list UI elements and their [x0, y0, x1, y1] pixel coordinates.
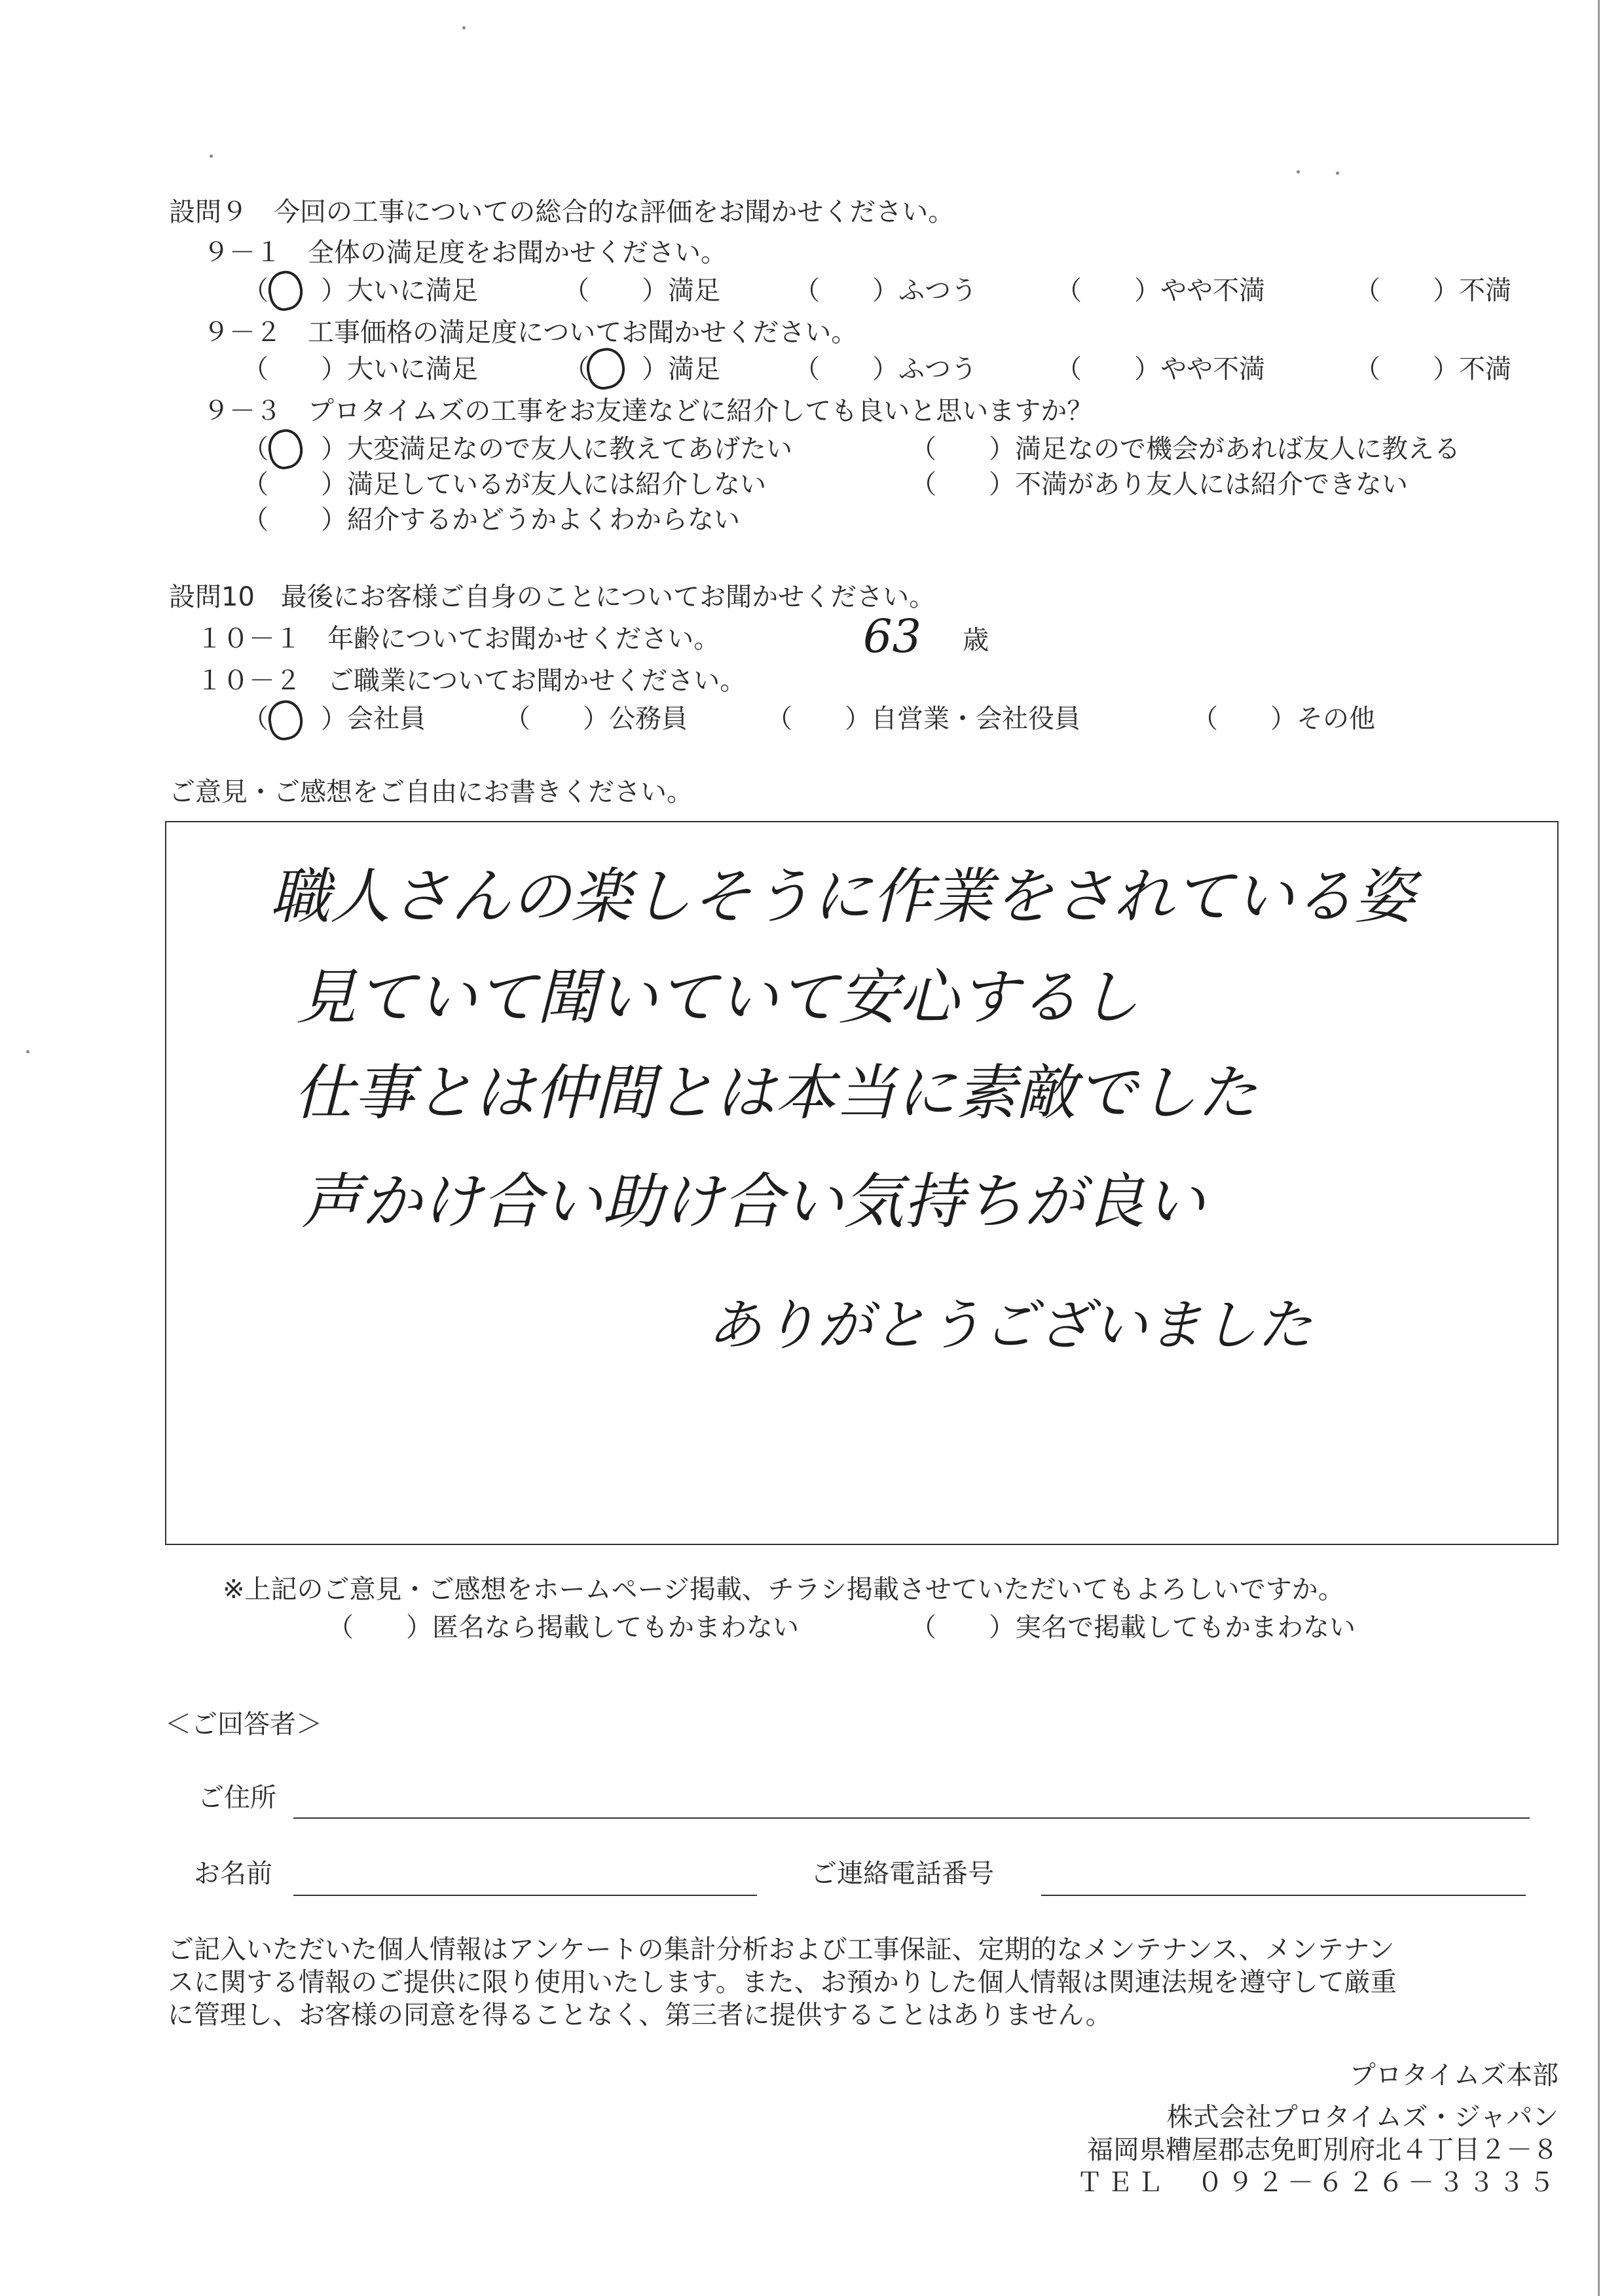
comment-line-1: 職人さんの楽しそうに作業をされている姿	[270, 862, 1415, 932]
age-handwritten[interactable]: 63	[863, 610, 922, 663]
q9-3-option-not-introduce[interactable]: （ ）満足しているが友人には紹介しない	[242, 469, 766, 500]
q9-1-option-somewhat-dissatisfied[interactable]: （ ）やや不満	[1056, 276, 1265, 306]
privacy-line-2: スに関する情報のご提供に限り使用いたします。また、お預かりした個人情報は関連法規を遵守して厳重	[168, 1967, 1397, 1997]
respondent-heading: ＜ご回答者＞	[165, 1709, 322, 1740]
q9-title: 設問９ 今回の工事についての総合的な評価をお聞かせください。	[169, 197, 955, 227]
q10-2-option-civil-servant[interactable]: （ ）公務員	[504, 704, 688, 734]
comment-line-3: 仕事とは仲間とは本当に素敵でした	[293, 1058, 1258, 1128]
footer-tel: ＴＥＬ ０９２－６２６－３３３５	[1077, 2168, 1559, 2198]
q9-1-label: ９－１ 全体の満足度をお聞かせください。	[203, 238, 727, 268]
name-label: お名前	[194, 1859, 272, 1889]
q9-1-option-neutral[interactable]: （ ）ふつう	[794, 276, 977, 306]
footer-company: 株式会社プロタイムズ・ジャパン	[1166, 2102, 1559, 2132]
q9-3-label: ９－３ プロタイムズの工事をお友達などに紹介しても良いと思いますか？	[203, 396, 1094, 426]
name-input-line[interactable]	[293, 1895, 757, 1896]
q9-3-option-tell-friends[interactable]: （ ）大変満足なので友人に教えてあげたい	[242, 434, 792, 464]
q9-2-option-dissatisfied[interactable]: （ ）不満	[1354, 354, 1511, 384]
comment-line-2: 見ていて聞いていて安心するし	[296, 962, 1140, 1032]
publish-option-anonymous[interactable]: （ ）匿名なら掲載してもかまわない	[327, 1613, 799, 1643]
q9-2-option-somewhat-dissatisfied[interactable]: （ ）やや不満	[1056, 354, 1265, 384]
scan-speck	[1297, 170, 1300, 173]
age-unit: 歳	[963, 625, 989, 655]
scan-speck	[462, 26, 466, 29]
publish-note: ※上記のご意見・ご感想をホームページ掲載、チラシ掲載させていただいてもよろしいですか。	[223, 1575, 1344, 1605]
comment-line-4: 声かけ合い助け合い気持ちが良い	[301, 1167, 1206, 1237]
q9-2-option-very-satisfied[interactable]: （ ）大いに満足	[242, 354, 478, 384]
scan-speck	[26, 1050, 29, 1053]
q9-1-option-very-satisfied[interactable]: （ ）大いに満足	[242, 276, 478, 306]
comment-line-5: ありがとうございました	[707, 1293, 1313, 1357]
q10-1-label: １０－１ 年齢についてお聞かせください。	[196, 624, 720, 654]
q9-3-option-cannot-introduce[interactable]: （ ）不満があり友人には紹介できない	[910, 469, 1408, 500]
q10-title: 設問10 最後にお客様ご自身のことについてお聞かせください。	[169, 582, 936, 612]
publish-option-real-name[interactable]: （ ）実名で掲載してもかまわない	[910, 1613, 1356, 1643]
q10-2-option-company-employee[interactable]: （ ）会社員	[242, 704, 426, 734]
scan-edge-line	[1598, 0, 1600, 2296]
q9-3-option-not-sure[interactable]: （ ）紹介するかどうかよくわからない	[242, 505, 740, 535]
scan-speck	[1336, 172, 1339, 175]
q9-2-option-satisfied[interactable]: （ ）満足	[563, 354, 720, 384]
comments-label: ご意見・ご感想をご自由にお書きください。	[169, 777, 693, 807]
q9-2-circle-mark	[583, 345, 629, 393]
footer-address: 福岡県糟屋郡志免町別府北４丁目２－８	[1087, 2135, 1559, 2165]
q9-1-option-satisfied[interactable]: （ ）満足	[563, 276, 720, 306]
q10-2-option-other[interactable]: （ ）その他	[1192, 704, 1375, 734]
footer-dept: プロタイムズ本部	[1349, 2060, 1559, 2090]
privacy-line-1: ご記入いただいた個人情報はアンケートの集計分析および工事保証、定期的なメンテナンス、メンテナン	[168, 1935, 1395, 1965]
address-label: ご住所	[198, 1783, 276, 1813]
scan-speck	[210, 155, 213, 158]
q10-2-label: １０－２ ご職業についてお聞かせください。	[196, 666, 747, 696]
q9-1-option-dissatisfied[interactable]: （ ）不満	[1354, 276, 1511, 306]
address-input-line[interactable]	[293, 1817, 1530, 1819]
q9-2-option-neutral[interactable]: （ ）ふつう	[794, 354, 977, 384]
q9-2-label: ９－２ 工事価格の満足度についてお聞かせください。	[203, 318, 858, 348]
phone-label: ご連絡電話番号	[811, 1859, 994, 1889]
q10-2-option-self-employed[interactable]: （ ）自営業・会社役員	[766, 704, 1080, 734]
phone-input-line[interactable]	[1041, 1895, 1526, 1896]
q9-3-option-tell-if-chance[interactable]: （ ）満足なので機会があれば友人に教える	[910, 434, 1460, 464]
privacy-line-3: に管理し、お客様の同意を得ることなく、第三者に提供することはありません。	[168, 2000, 1112, 2030]
